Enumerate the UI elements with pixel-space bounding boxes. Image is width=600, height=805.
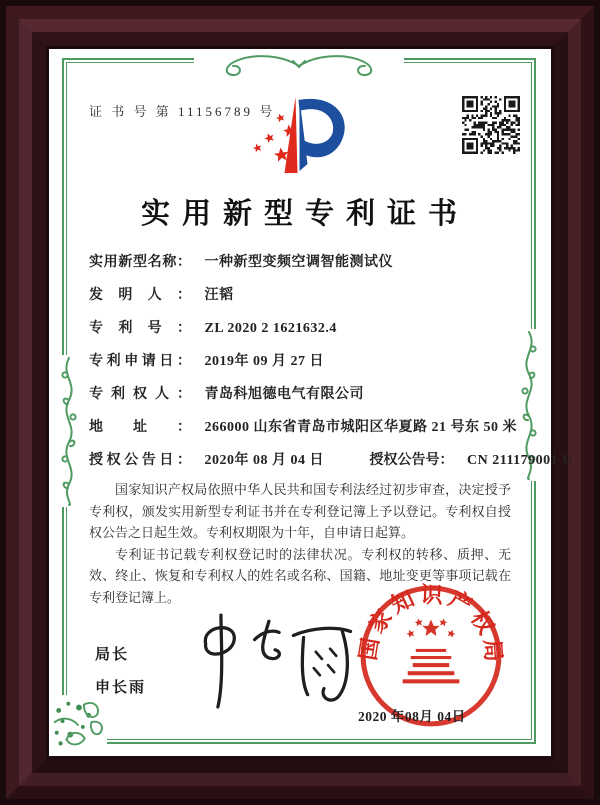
field-label: 授权公告日： xyxy=(89,453,191,468)
seal-date: 2020 年08月 04日 xyxy=(358,709,466,724)
field-label: 授权公告号： xyxy=(369,453,454,468)
field-label: 实用新型名称： xyxy=(89,255,191,270)
field-row-inventor xyxy=(89,286,513,306)
field-label: 专利号： xyxy=(89,321,191,336)
qr-code xyxy=(462,96,520,154)
certificate-title: 实用新型专利证书 xyxy=(140,198,469,230)
field-value: 266000 山东省青岛市城阳区华夏路 21 号东 50 米 xyxy=(204,420,517,435)
director-name: 申长雨 xyxy=(95,679,147,696)
field-value: 一种新型变频空调智能测试仪 xyxy=(204,255,393,270)
field-label: 地址： xyxy=(89,420,191,435)
cnipa-logo-icon xyxy=(242,91,357,181)
field-value: 汪韬 xyxy=(204,288,234,303)
field-row-name xyxy=(89,253,513,273)
patent-certificate xyxy=(66,62,573,740)
paragraph: 国家知识产权局依照中华人民共和国专利法经过初步审查，决定授予专利权，颁发实用新型专利证书并在专利登记簿上予以登记。专利权自授权公告之日起生效。专利权期限为十年，自申请日起算。 xyxy=(89,482,511,540)
field-value: 青岛科旭德电气有限公司 xyxy=(204,387,364,402)
field-value: 2020年 08 月 04 日 xyxy=(204,453,324,468)
field-row-address xyxy=(89,418,517,438)
director-signature xyxy=(185,609,363,711)
director-title: 局长 xyxy=(95,646,130,663)
field-row-patentee xyxy=(89,385,513,405)
certificate-number: 证 书 号 第 11156789 号 xyxy=(89,104,276,119)
field-value: CN 211179001 U xyxy=(467,453,573,468)
field-label: 专利申请日： xyxy=(89,354,191,369)
field-row-patent-number xyxy=(89,319,513,339)
field-value: 2019年 09 月 27 日 xyxy=(204,354,324,369)
top-flourish-ornament-icon xyxy=(194,51,404,79)
certificate-fields xyxy=(89,253,573,484)
director-block xyxy=(95,643,146,709)
field-label: 发明人： xyxy=(89,288,191,303)
field-row-filing-date xyxy=(89,352,513,372)
seal-text: 国家知识产权局 xyxy=(355,582,507,667)
field-row-grant xyxy=(89,451,573,471)
field-value: ZL 2020 2 1621632.4 xyxy=(204,321,337,336)
field-label: 专利权人： xyxy=(89,387,191,402)
paragraph: 专利证书记载专利权登记时的法律状况。专利权的转移、质押、无效、终止、恢复和专利权人的姓名或名称、国籍、地址变更等事项记载在专利登记簿上。 xyxy=(89,546,511,605)
left-flourish-ornament-icon xyxy=(57,355,81,507)
